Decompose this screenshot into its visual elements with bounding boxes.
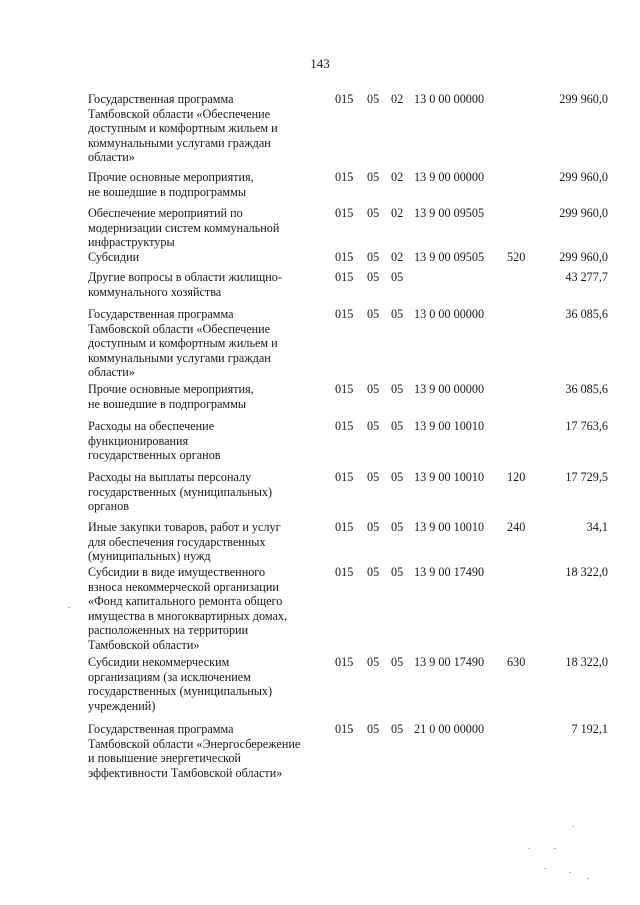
description-line: учреждений) <box>88 698 156 713</box>
ministry-code: 015 <box>335 92 354 106</box>
section-code: 05 <box>367 655 380 669</box>
ministry-code: 015 <box>335 250 354 264</box>
row-description <box>88 170 318 199</box>
description-line: не вошедшие в подпрограммы <box>88 184 247 199</box>
description-line: имущества в многоквартирных домах, <box>88 608 288 623</box>
target-article-code: 13 9 00 17490 <box>414 565 485 579</box>
section-code: 05 <box>367 382 380 396</box>
description-line: организациям (за исключением <box>88 669 251 684</box>
subsection-code: 05 <box>391 722 404 736</box>
description-line: Тамбовской области» <box>88 637 200 652</box>
section-code: 05 <box>367 722 380 736</box>
table-row <box>88 470 608 514</box>
table-row <box>88 419 608 463</box>
subsection-code: 02 <box>391 170 404 184</box>
row-description <box>88 565 318 653</box>
description-line: Государственная программа <box>88 307 234 321</box>
table-row <box>88 520 608 564</box>
description-line: «Фонд капитального ремонта общего <box>88 594 283 609</box>
ministry-code: 015 <box>335 722 354 736</box>
amount: 17 729,5 <box>565 470 608 484</box>
description-line: модернизации систем коммунальной <box>88 220 280 235</box>
amount: 36 085,6 <box>565 382 608 396</box>
subsection-code: 05 <box>391 270 404 284</box>
row-description <box>88 250 318 265</box>
row-description <box>88 470 318 514</box>
table-row <box>88 655 608 713</box>
amount: 7 192,1 <box>571 722 608 736</box>
subsection-code: 05 <box>391 307 404 321</box>
amount: 299 960,0 <box>559 250 608 264</box>
scan-speck <box>554 848 556 849</box>
expense-type-code: 630 <box>507 655 526 669</box>
section-code: 05 <box>367 206 380 220</box>
section-code: 05 <box>367 250 380 264</box>
description-line: Расходы на выплаты персоналу <box>88 470 252 484</box>
description-line: доступным и комфортным жильем и <box>88 336 278 351</box>
scan-speck <box>68 607 70 608</box>
row-description <box>88 92 318 165</box>
scan-speck <box>587 878 589 879</box>
subsection-code: 02 <box>391 92 404 106</box>
description-line: Обеспечение мероприятий по <box>88 206 243 220</box>
description-line: Субсидии в виде имущественного <box>88 565 266 579</box>
ministry-code: 015 <box>335 206 354 220</box>
target-article-code: 13 9 00 00000 <box>414 382 485 396</box>
subsection-code: 02 <box>391 206 404 220</box>
row-description <box>88 655 318 713</box>
table-row <box>88 250 608 265</box>
description-line: Расходы на обеспечение <box>88 419 215 433</box>
row-description <box>88 206 318 250</box>
target-article-code: 13 9 00 17490 <box>414 655 485 669</box>
ministry-code: 015 <box>335 270 354 284</box>
subsection-code: 05 <box>391 565 404 579</box>
table-row <box>88 382 608 411</box>
description-line: не вошедшие в подпрограммы <box>88 396 247 411</box>
subsection-code: 05 <box>391 520 404 534</box>
description-line: (муниципальных) нужд <box>88 549 211 564</box>
description-line: Тамбовской области «Обеспечение <box>88 106 271 121</box>
description-line: коммунальными услугами граждан <box>88 350 271 365</box>
expense-type-code: 520 <box>507 250 526 264</box>
description-line: Прочие основные мероприятия, <box>88 382 254 396</box>
row-description <box>88 382 318 411</box>
subsection-code: 02 <box>391 250 404 264</box>
row-description <box>88 419 318 463</box>
target-article-code: 13 9 00 10010 <box>414 470 485 484</box>
description-line: органов <box>88 499 129 514</box>
expense-type-code: 120 <box>507 470 526 484</box>
amount: 17 763,6 <box>565 419 608 433</box>
scan-speck <box>544 868 546 869</box>
subsection-code: 05 <box>391 655 404 669</box>
description-line: Другие вопросы в области жилищно- <box>88 270 282 284</box>
ministry-code: 015 <box>335 382 354 396</box>
amount: 18 322,0 <box>565 655 608 669</box>
expense-type-code: 240 <box>507 520 526 534</box>
description-line: функционирования <box>88 433 189 448</box>
description-line: Тамбовской области «Обеспечение <box>88 321 271 336</box>
target-article-code: 13 9 00 10010 <box>414 520 485 534</box>
table-row <box>88 722 608 780</box>
target-article-code: 13 9 00 09505 <box>414 250 485 264</box>
target-article-code: 21 0 00 00000 <box>414 722 485 736</box>
table-row <box>88 307 608 380</box>
table-row <box>88 565 608 653</box>
amount: 18 322,0 <box>565 565 608 579</box>
description-line: Государственная программа <box>88 92 234 106</box>
row-description <box>88 722 318 780</box>
page-number: 143 <box>310 56 330 71</box>
section-code: 05 <box>367 92 380 106</box>
description-line: коммунальными услугами граждан <box>88 135 271 150</box>
section-code: 05 <box>367 565 380 579</box>
ministry-code: 015 <box>335 565 354 579</box>
description-line: государственных (муниципальных) <box>88 684 273 699</box>
description-line: Государственная программа <box>88 722 234 736</box>
section-code: 05 <box>367 520 380 534</box>
amount: 299 960,0 <box>559 170 608 184</box>
table-row <box>88 170 608 199</box>
subsection-code: 05 <box>391 470 404 484</box>
scan-speck <box>569 872 571 873</box>
amount: 34,1 <box>586 520 608 534</box>
subsection-code: 05 <box>391 382 404 396</box>
description-line: Субсидии некоммерческим <box>88 655 230 669</box>
description-line: инфраструктуры <box>88 235 175 250</box>
description-line: Иные закупки товаров, работ и услуг <box>88 520 281 534</box>
subsection-code: 05 <box>391 419 404 433</box>
table-row <box>88 92 608 165</box>
description-line: Тамбовской области «Энергосбережение <box>88 736 301 751</box>
description-line: Прочие основные мероприятия, <box>88 170 254 184</box>
ministry-code: 015 <box>335 170 354 184</box>
section-code: 05 <box>367 170 380 184</box>
table-row <box>88 206 608 250</box>
ministry-code: 015 <box>335 655 354 669</box>
description-line: доступным и комфортным жильем и <box>88 121 278 136</box>
target-article-code: 13 9 00 10010 <box>414 419 485 433</box>
ministry-code: 015 <box>335 419 354 433</box>
row-description <box>88 270 318 299</box>
section-code: 05 <box>367 470 380 484</box>
scan-speck <box>572 826 574 827</box>
description-line: государственных (муниципальных) <box>88 484 273 499</box>
scan-speck <box>528 848 530 849</box>
description-line: Субсидии <box>88 250 140 264</box>
row-description <box>88 307 318 380</box>
amount: 36 085,6 <box>565 307 608 321</box>
target-article-code: 13 9 00 09505 <box>414 206 485 220</box>
target-article-code: 13 0 00 00000 <box>414 307 485 321</box>
description-line: и повышение энергетической <box>88 751 241 766</box>
amount: 299 960,0 <box>559 92 608 106</box>
description-line: области» <box>88 150 135 165</box>
description-line: расположенных на территории <box>88 623 249 638</box>
amount: 299 960,0 <box>559 206 608 220</box>
target-article-code: 13 0 00 00000 <box>414 92 485 106</box>
description-line: эффективности Тамбовской области» <box>88 765 283 780</box>
description-line: области» <box>88 365 135 380</box>
table-row <box>88 270 608 299</box>
description-line: для обеспечения государственных <box>88 534 266 549</box>
description-line: коммунального хозяйства <box>88 284 222 299</box>
section-code: 05 <box>367 270 380 284</box>
ministry-code: 015 <box>335 307 354 321</box>
section-code: 05 <box>367 419 380 433</box>
description-line: государственных органов <box>88 448 221 463</box>
section-code: 05 <box>367 307 380 321</box>
ministry-code: 015 <box>335 470 354 484</box>
target-article-code: 13 9 00 00000 <box>414 170 485 184</box>
amount: 43 277,7 <box>565 270 608 284</box>
ministry-code: 015 <box>335 520 354 534</box>
row-description <box>88 520 318 564</box>
description-line: взноса некоммерческой организации <box>88 579 279 594</box>
